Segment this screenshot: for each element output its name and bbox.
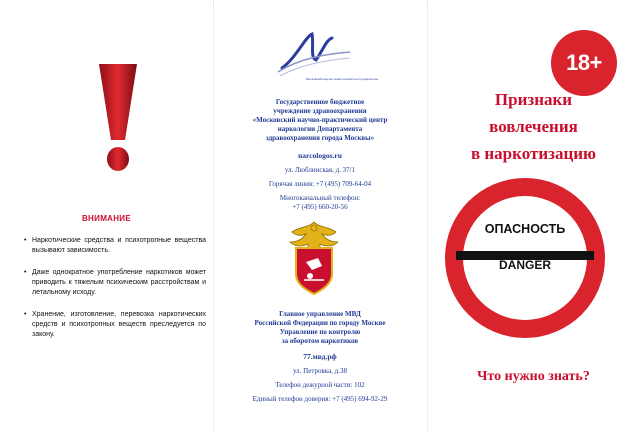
- mnpcn-logo-icon: [276, 28, 379, 82]
- address: ул. Люблинская, д. 37/1: [284, 166, 356, 174]
- multichannel-label: Многоканальный телефон:: [279, 194, 361, 202]
- org-line: учреждение здравоохранения: [273, 107, 367, 115]
- fold-line: [213, 0, 214, 432]
- headline: [427, 86, 640, 167]
- headline-line: Признаки: [494, 90, 573, 109]
- list-item: • Даже однократное употребление наркотиков может приводить к тяжелым психическим расстройствам и летальному исходу.: [24, 268, 206, 298]
- trust-phone: Единый телефон доверия: +7 (495) 694-92-29: [252, 395, 388, 403]
- mvd-line: Управление по контролю: [279, 328, 361, 336]
- warning-list: [24, 236, 206, 352]
- multichannel-number: +7 (495) 660-20-56: [292, 203, 348, 211]
- org-name: [225, 98, 415, 143]
- headline-line: вовлечения: [489, 117, 578, 136]
- site-link[interactable]: narcologos.ru: [298, 151, 342, 160]
- sign-text-ru: ОПАСНОСТЬ: [484, 222, 566, 236]
- mvd-line: Главное управление МВД: [279, 310, 361, 318]
- mvd-name: [225, 310, 415, 346]
- org-line: Государственное бюджетное: [275, 98, 365, 106]
- org-line: наркологии Департамента: [277, 125, 363, 133]
- exclamation-icon: [95, 62, 141, 174]
- mvd-line: Российской Федерации по городу Москве: [254, 319, 386, 327]
- warning-title: ВНИМАНИЕ: [81, 214, 131, 223]
- sign-text-en: DANGER: [498, 258, 551, 272]
- logo-caption: Московский научно-практический центр наркологии: [306, 77, 379, 81]
- fold-line: [427, 0, 428, 432]
- mvd-emblem-icon: [282, 218, 346, 298]
- duty-phone: Телефон дежурной части: 102: [275, 381, 365, 389]
- list-item: • Хранение, изготовление, перевозка наркотических средств и психотропных веществ преследуется по закону.: [24, 310, 206, 340]
- list-item: • Наркотические средства и психотропные вещества вызывают зависимость.: [24, 236, 206, 256]
- mvd-address: ул. Петровка, д.38: [292, 367, 347, 375]
- question-text: Что нужно знать?: [477, 369, 590, 384]
- mvd-site-link[interactable]: 77.мвд.рф: [303, 352, 337, 361]
- hotline: Горячая линия: +7 (495) 709-64-04: [268, 180, 372, 188]
- mvd-line: за оборотом наркотиков: [281, 337, 359, 345]
- age-badge: 18+: [551, 30, 617, 96]
- org-line: «Московский научно-практический центр: [252, 116, 388, 124]
- org-line: здравоохранения города Москвы»: [265, 134, 375, 142]
- headline-line: в наркотизацию: [470, 144, 597, 163]
